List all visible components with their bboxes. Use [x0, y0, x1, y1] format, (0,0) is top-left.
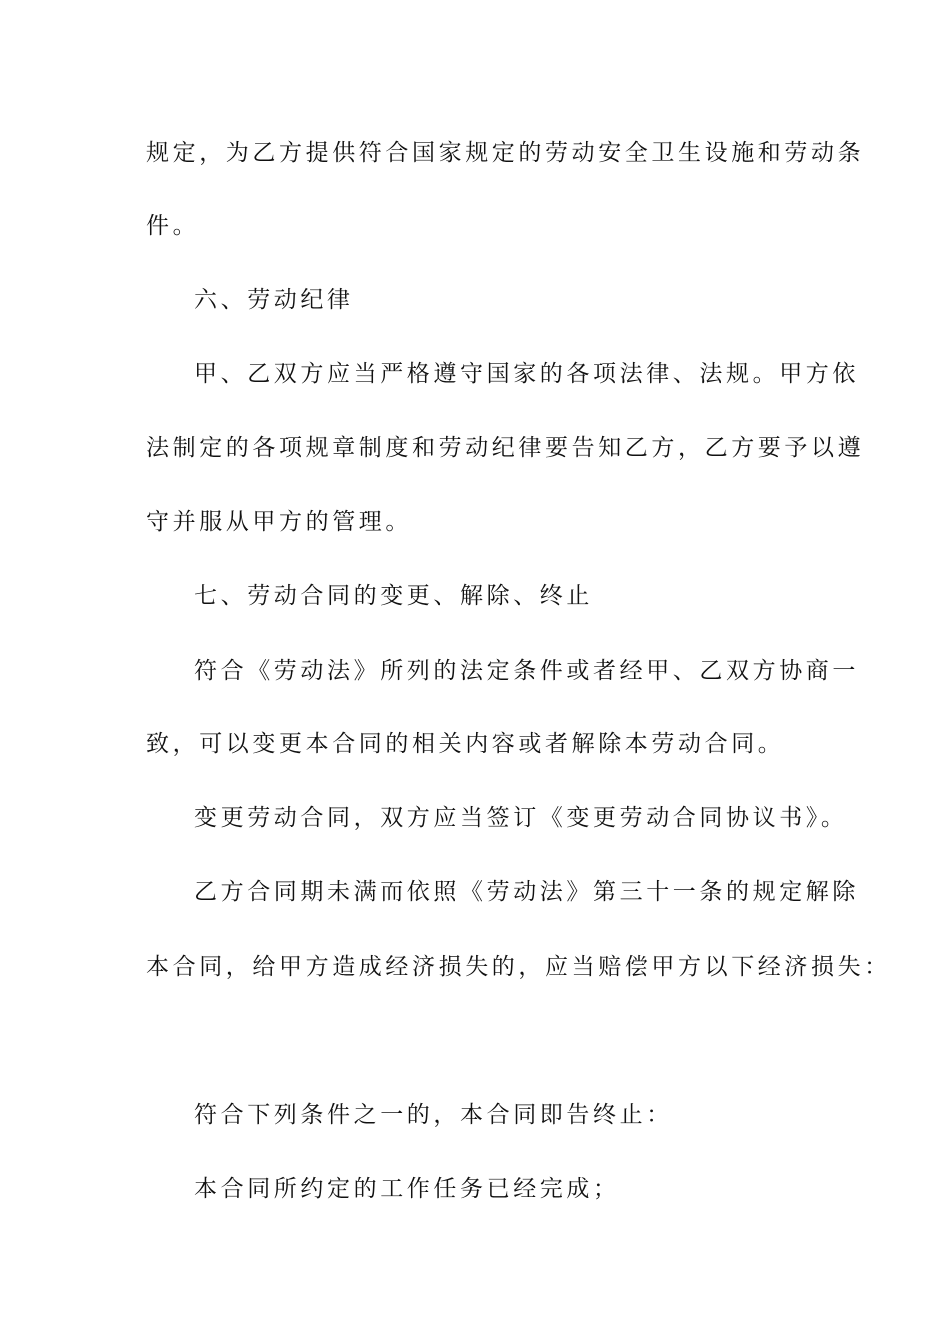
- paragraph-line: 甲、乙双方应当严格遵守国家的各项法律、法规。甲方依: [194, 361, 859, 387]
- paragraph-line: 致，可以变更本合同的相关内容或者解除本劳动合同。: [146, 731, 785, 757]
- section-heading-contract-changes: 七、劳动合同的变更、解除、终止: [194, 583, 593, 609]
- paragraph-line: 乙方合同期未满而依照《劳动法》第三十一条的规定解除: [194, 879, 859, 905]
- paragraph-line: 法制定的各项规章制度和劳动纪律要告知乙方，乙方要予以遵: [146, 435, 865, 461]
- paragraph-line: 符合下列条件之一的，本合同即告终止：: [194, 1102, 673, 1128]
- section-heading-labor-discipline: 六、劳动纪律: [194, 287, 354, 313]
- text-line-continuation-1: 规定，为乙方提供符合国家规定的劳动安全卫生设施和劳动条: [146, 140, 865, 166]
- paragraph-line: 变更劳动合同，双方应当签订《变更劳动合同协议书》。: [194, 805, 848, 831]
- paragraph-line: 本合同，给甲方造成经济损失的，应当赔偿甲方以下经济损失：: [146, 954, 891, 980]
- paragraph-line: 本合同所约定的工作任务已经完成；: [194, 1176, 620, 1202]
- text-line-continuation-2: 件。: [146, 213, 200, 239]
- paragraph-line: 守并服从甲方的管理。: [146, 509, 412, 535]
- paragraph-line: 符合《劳动法》所列的法定条件或者经甲、乙双方协商一: [194, 658, 859, 684]
